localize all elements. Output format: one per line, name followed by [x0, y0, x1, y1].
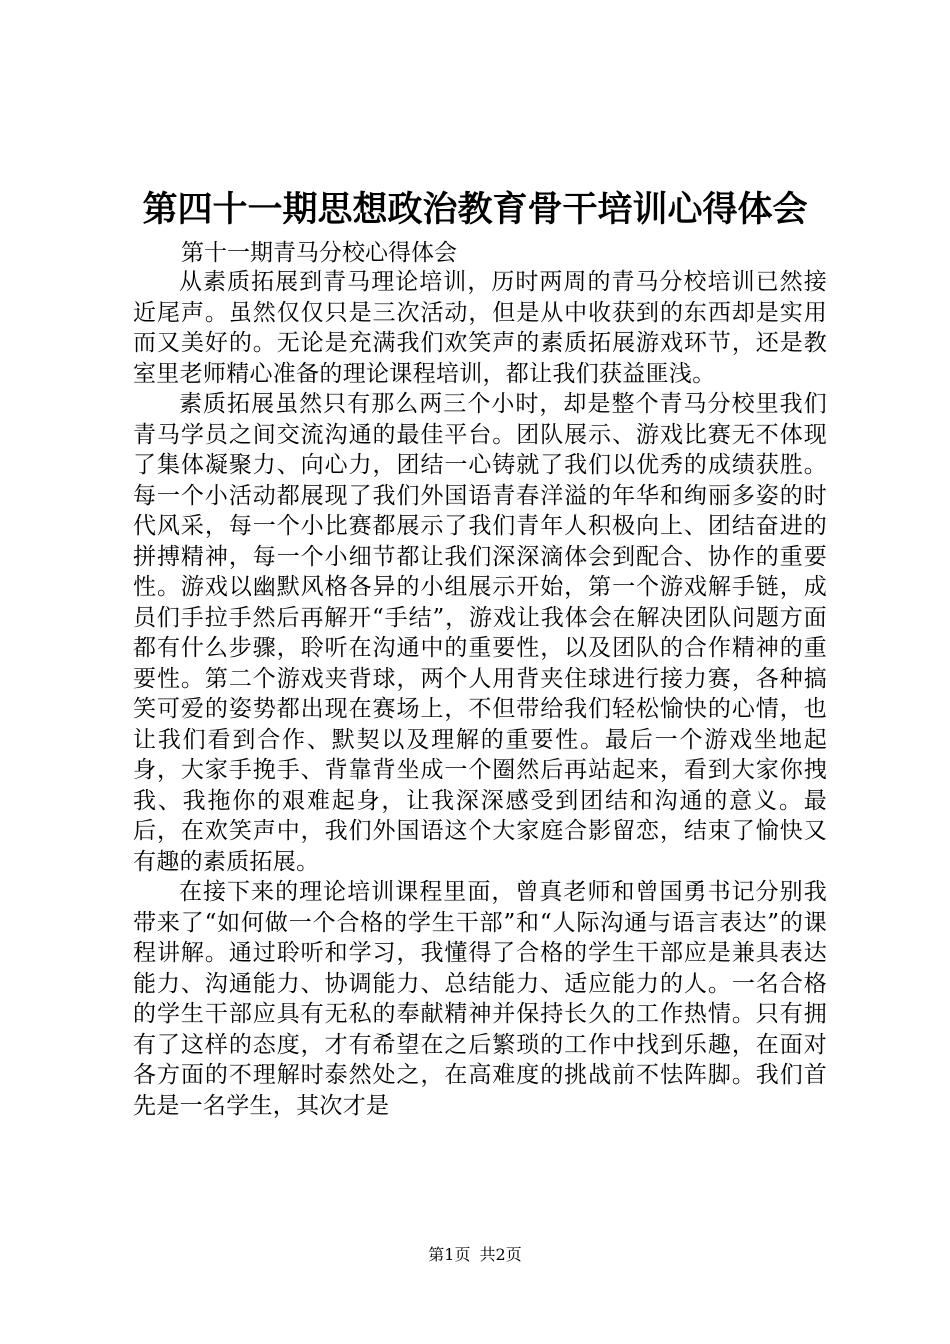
- paragraph-2: 素质拓展虽然只有那么两三个小时，却是整个青马分校里我们青马学员之间交流沟通的最佳平台。团队展示、游戏比赛无不体现了集体凝聚力、向心力，团结一心铸就了我们以优秀的成绩获胜。每一个小活动都展现了我们外国语青春洋溢的年华和绚丽多姿的时代风采，每一个小比赛都展示了我们青年人积极向上、团结奋进的拼搏精神，每一个小细节都让我们深深滴体会到配合、协作的重要性。游戏以幽默风格各异的小组展示开始，第一个游戏解手链，成员们手拉手然后再解开“手结”，游戏让我体会在解决团队问题方面都有什么步骤，聆听在沟通中的重要性，以及团队的合作精神的重要性。第二个游戏夹背球，两个人用背夹住球进行接力赛，各种搞笑可爱的姿势都出现在赛场上，不但带给我们轻松愉快的心情，也让我们看到合作、默契以及理解的重要性。最后一个游戏坐地起身，大家手挽手、背靠背坐成一个圈然后再站起来，看到大家你拽我、我拖你的艰难起身，让我深深感受到团结和沟通的意义。最后，在欢笑声中，我们外国语这个大家庭合影留恋，结束了愉快又有趣的素质拓展。: [133, 391, 827, 875]
- paragraph-1: 从素质拓展到青马理论培训，历时两周的青马分校培训已然接近尾声。虽然仅仅只是三次活动，但是从中收获到的东西却是实用而又美好的。无论是充满我们欢笑声的素质拓展游戏环节，还是教室里老师精心准备的理论课程培训，都让我们获益匪浅。: [133, 269, 827, 387]
- page-footer: [0, 1244, 950, 1266]
- document-body: [133, 267, 827, 1121]
- document-subtitle: 第十一期青马分校心得体会: [181, 240, 457, 266]
- page-number-current: 第1页: [428, 1245, 471, 1264]
- document-title: 第四十一期思想政治教育骨干培训心得体会: [142, 189, 808, 230]
- paragraph-3: 在接下来的理论培训课程里面，曾真老师和曾国勇书记分别我带来了“如何做一个合格的学生干部”和“人际沟通与语言表达”的课程讲解。通过聆听和学习，我懂得了合格的学生干部应是兼具表达能力、沟通能力、协调能力、总结能力、适应能力的人。一名合格的学生干部应具有无私的奉献精神并保持长久的工作热情。只有拥有了这样的态度，才有希望在之后繁琐的工作中找到乐趣，在面对各方面的不理解时泰然处之，在高难度的挑战前不怯阵脚。我们首先是一名学生，其次才是: [133, 879, 827, 1119]
- page-number-total: 共2页: [479, 1245, 522, 1264]
